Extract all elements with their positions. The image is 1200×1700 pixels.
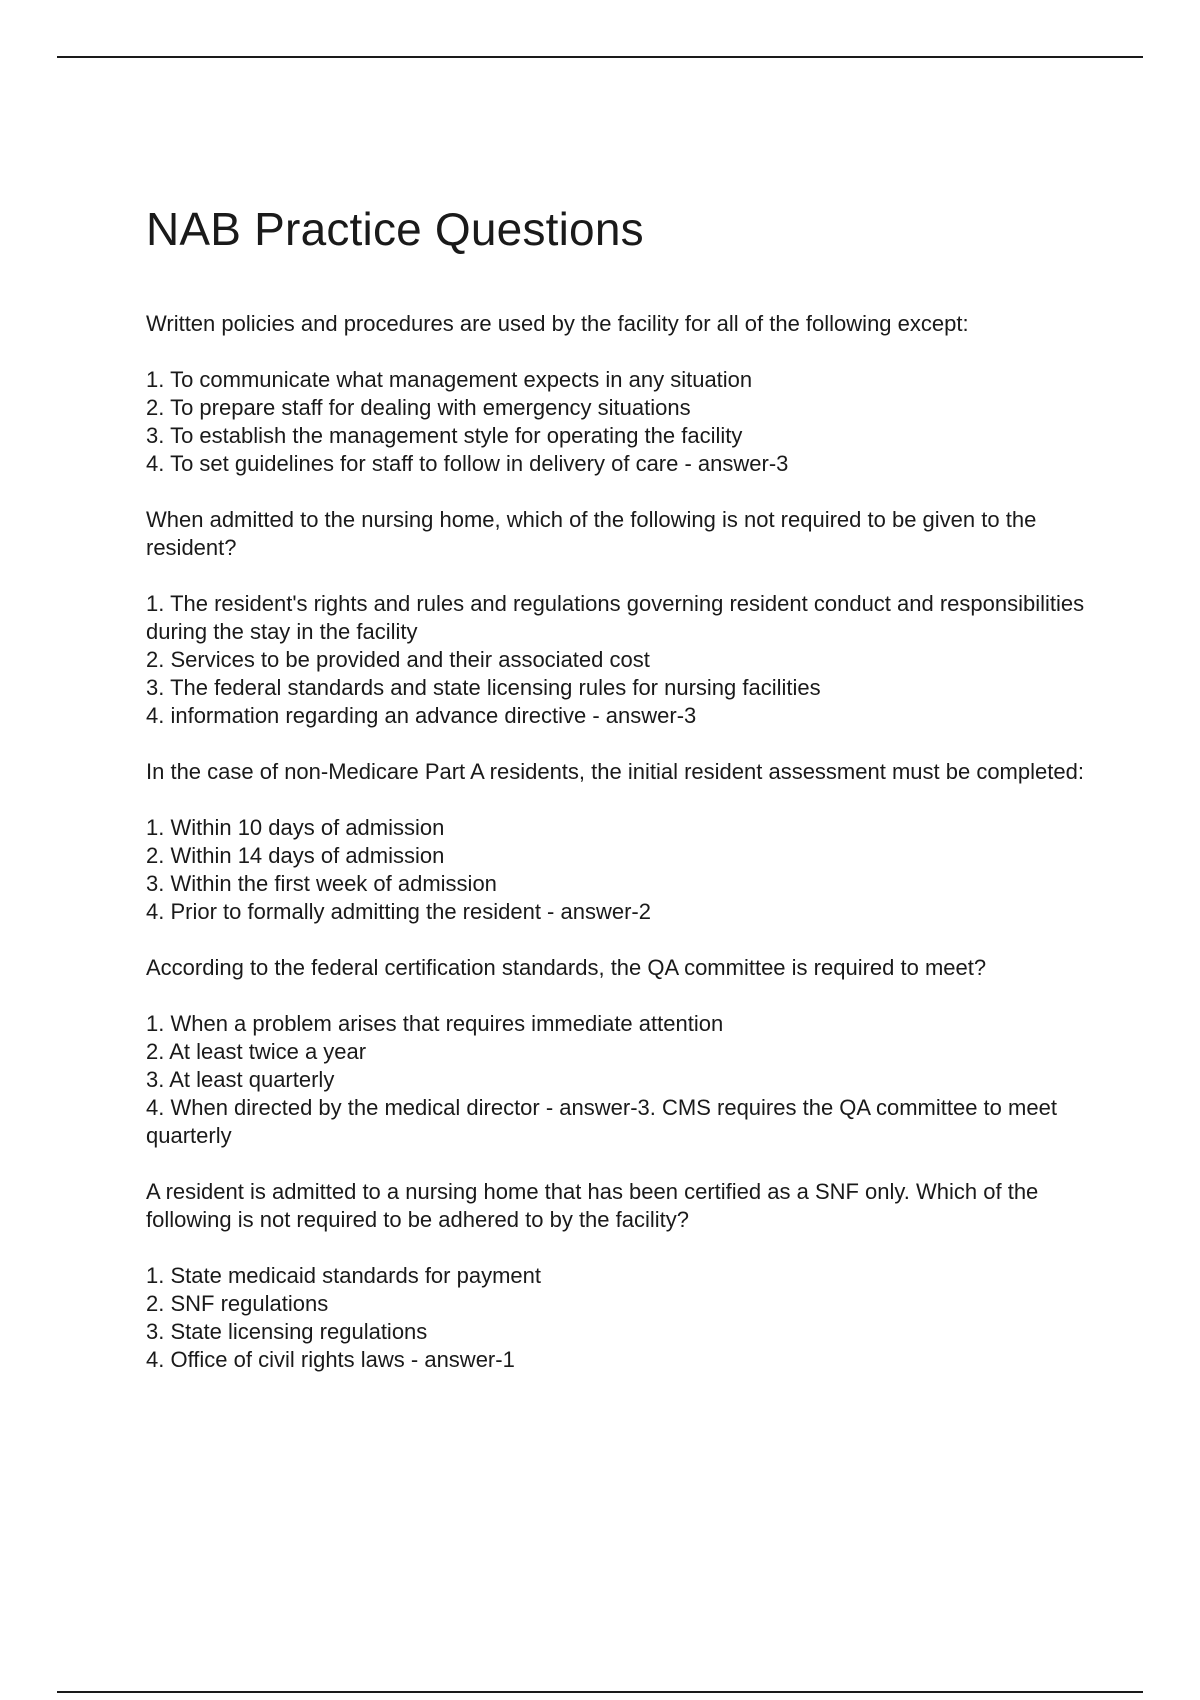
answer-option: 4. When directed by the medical director - answer-3. CMS requires the QA committee to meet quarterly — [146, 1095, 1057, 1148]
answer-option: 1. The resident's rights and rules and regulations governing resident conduct and responsibilities during the stay in the facility — [146, 591, 1085, 644]
question-text: According to the federal certification standards, the QA committee is required to meet? — [146, 955, 987, 980]
answer-option: 4. information regarding an advance directive - answer-3 — [146, 703, 697, 728]
question-text: When admitted to the nursing home, which of the following is not required to be given to the resident? — [146, 507, 1037, 560]
page-title: NAB Practice Questions — [146, 203, 644, 255]
question-block-4 — [146, 954, 1096, 1150]
answer-option: 3. To establish the management style for operating the facility — [146, 423, 743, 448]
answer-option: 1. Within 10 days of admission — [146, 815, 445, 840]
answer-option: 2. To prepare staff for dealing with emergency situations — [146, 395, 691, 420]
answer-option: 2. Within 14 days of admission — [146, 843, 445, 868]
answer-options — [146, 1262, 1096, 1374]
question-block-5 — [146, 1178, 1096, 1374]
answer-option: 4. Office of civil rights laws - answer-1 — [146, 1347, 515, 1372]
answer-option: 3. Within the first week of admission — [146, 871, 497, 896]
answer-option: 2. At least twice a year — [146, 1039, 367, 1064]
question-text: In the case of non-Medicare Part A residents, the initial resident assessment must be completed: — [146, 759, 1084, 784]
question-block-2 — [146, 506, 1096, 730]
answer-option: 2. SNF regulations — [146, 1291, 329, 1316]
answer-option: 3. State licensing regulations — [146, 1319, 428, 1344]
answer-options — [146, 1010, 1096, 1150]
question-block-1 — [146, 310, 1096, 478]
answer-options — [146, 814, 1096, 926]
answer-option: 3. The federal standards and state licensing rules for nursing facilities — [146, 675, 821, 700]
answer-option: 4. Prior to formally admitting the resident - answer-2 — [146, 899, 651, 924]
answer-option: 4. To set guidelines for staff to follow in delivery of care - answer-3 — [146, 451, 789, 476]
bottom-divider — [57, 1691, 1143, 1693]
answer-option: 3. At least quarterly — [146, 1067, 335, 1092]
document-body — [146, 200, 1096, 1402]
answer-option: 1. To communicate what management expects in any situation — [146, 367, 753, 392]
answer-option: 1. When a problem arises that requires immediate attention — [146, 1011, 724, 1036]
question-text: Written policies and procedures are used by the facility for all of the following except: — [146, 311, 969, 336]
question-block-3 — [146, 758, 1096, 926]
answer-options — [146, 590, 1096, 730]
top-divider — [57, 56, 1143, 58]
answer-option: 2. Services to be provided and their associated cost — [146, 647, 650, 672]
question-text: A resident is admitted to a nursing home that has been certified as a SNF only. Which of the following is not required to be adhered to by the facility? — [146, 1179, 1039, 1232]
answer-option: 1. State medicaid standards for payment — [146, 1263, 541, 1288]
answer-options — [146, 366, 1096, 478]
